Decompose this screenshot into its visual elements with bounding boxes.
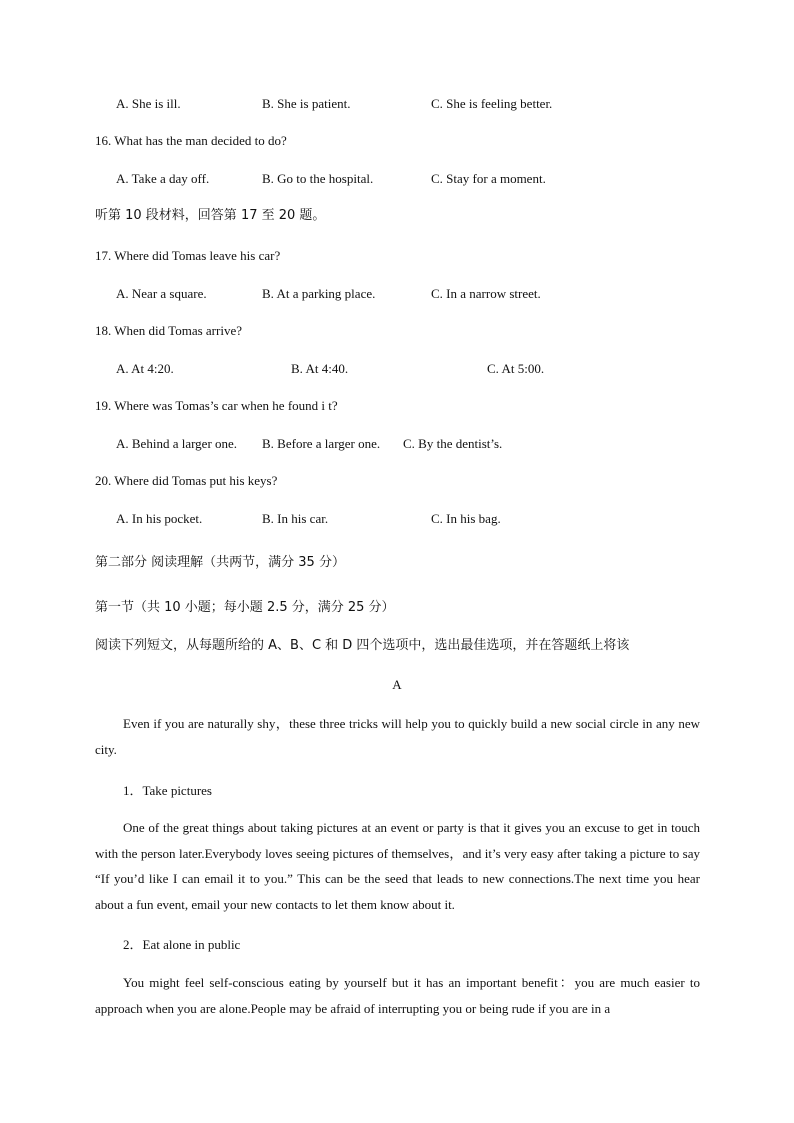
section-10-header: 听第 10 段材料，回答第 17 至 20 题。 [95,208,326,223]
passage-intro: Even if you are naturally shy，these three tricks will help you to quickly build a new social circle in any new city. [95,716,700,757]
q19-option-b: B. Before a larger one. [262,436,381,451]
tip-2-body: You might feel self-conscious eating by yourself but it has an important benefit：you are much easier to approach when you are alone.People may be afraid of interrupting you or being rude if you are in a [95,975,700,1016]
q16-option-c: C. Stay for a moment. [431,171,546,186]
tip-1-title: 1．Take pictures [123,783,212,798]
q17-option-b: B. At a parking place. [262,286,376,301]
tip-1-body: One of the great things about taking pictures at an event or party is that it gives you an excuse to get in touch with the person later.Everybody loves seeing pictures of themselves，and it’s very easy after taking a picture to say “If you’d like I can email it to you.” This can be the seed that leads to new connections.The next time you hear about a fun event, email your new contacts to let them know about it. [95,820,700,912]
q16-option-b: B. Go to the hospital. [262,171,374,186]
tip-2-title: 2．Eat alone in public [123,937,241,952]
q18-stem: 18. When did Tomas arrive? [95,323,242,338]
q17-option-c: C. In a narrow street. [431,286,541,301]
q17-option-a: A. Near a square. [116,286,207,301]
q15-option-a: A. She is ill. [116,96,181,111]
q20-option-a: A. In his pocket. [116,511,203,526]
q18-option-c: C. At 5:00. [487,361,545,376]
q15-option-c: C. She is feeling better. [431,96,553,111]
q16-stem: 16. What has the man decided to do? [95,133,287,148]
q18-option-a: A. At 4:20. [116,361,174,376]
q19-option-a: A. Behind a larger one. [116,436,238,451]
reading-instructions: 阅读下列短文，从每题所给的 A、B、C 和 D 四个选项中，选出最佳选项，并在答题纸上将该 [95,638,630,653]
section-1-title: 第一节（共 10 小题；每小题 2.5 分，满分 25 分） [95,600,395,615]
part-2-title: 第二部分 阅读理解（共两节，满分 35 分） [95,555,345,570]
q15-option-b: B. She is patient. [262,96,351,111]
q18-option-b: B. At 4:40. [291,361,349,376]
q19-stem: 19. Where was Tomas’s car when he found i t? [95,398,338,413]
passage-label: A [392,677,402,692]
q16-option-a: A. Take a day off. [116,171,210,186]
q20-option-b: B. In his car. [262,511,329,526]
q20-stem: 20. Where did Tomas put his keys? [95,473,278,488]
q19-option-c: C. By the dentist’s. [403,436,503,451]
q20-option-c: C. In his bag. [431,511,501,526]
q17-stem: 17. Where did Tomas leave his car? [95,248,281,263]
